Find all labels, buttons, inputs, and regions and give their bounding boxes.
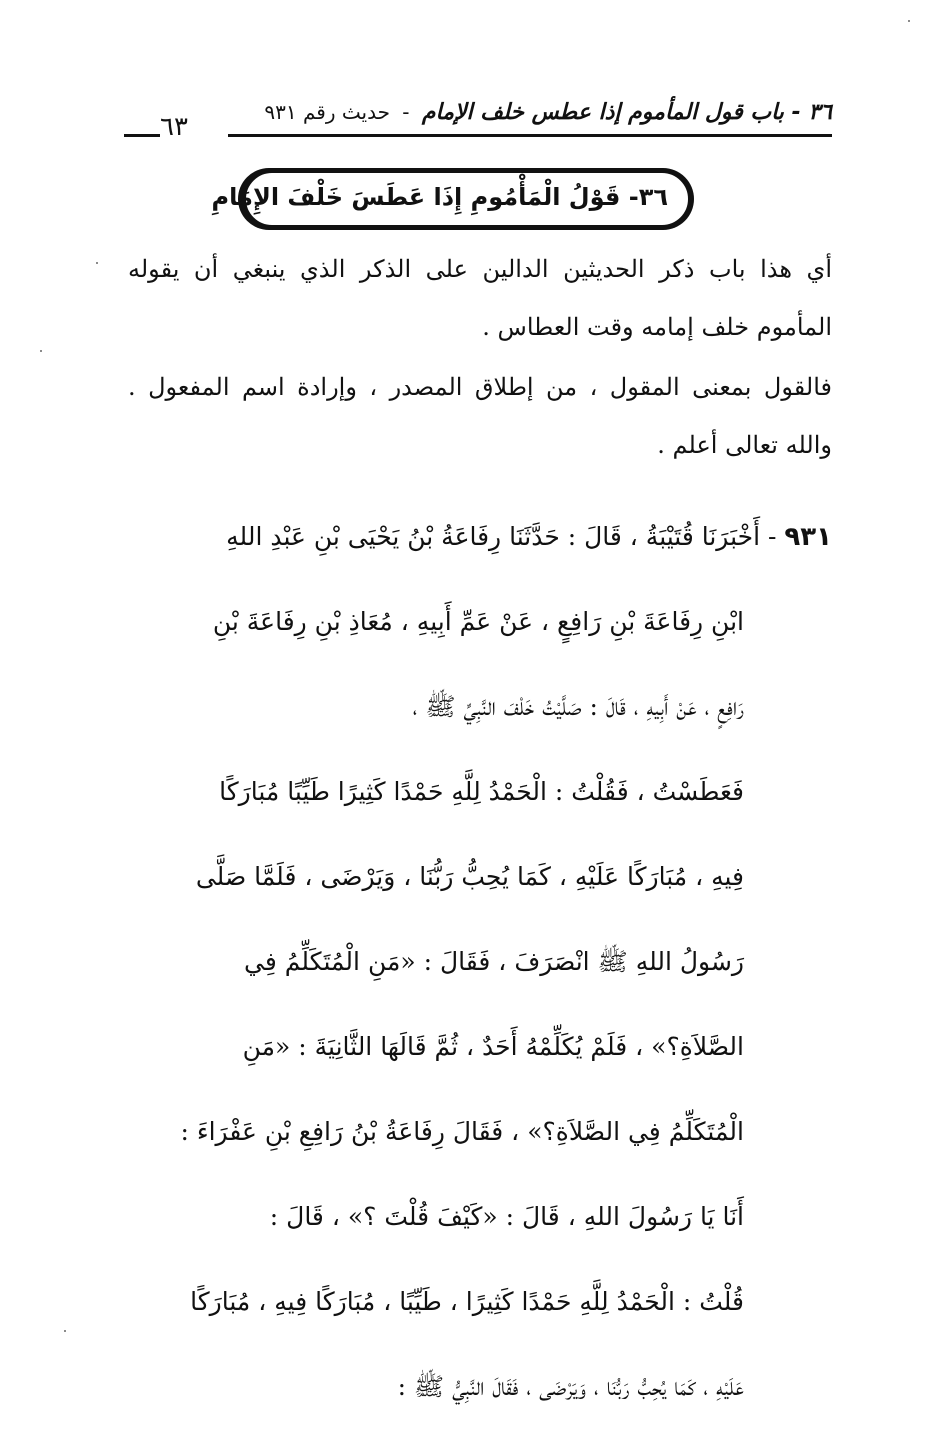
- hadith-line: [128, 494, 832, 579]
- hadith-line: فِيهِ ، مُبَارَكًا عَلَيْهِ ، كَمَا يُحِبُّ رَبُّنَا ، وَيَرْضَى ، فَلَمَّا صَلَّى: [195, 862, 744, 891]
- header-rule: [228, 134, 832, 137]
- running-chapter-title: ٣٦ - باب قول المأموم إذا عطس خلف الإمام: [421, 100, 832, 125]
- hadith-line: الصَّلاَةِ؟» ، فَلَمْ يُكَلِّمْهُ أَحَدٌ ، ثُمَّ قَالَهَا الثَّانِيَةَ : «مَنِ: [242, 1032, 744, 1061]
- hadith-number: ٩٣١: [784, 522, 832, 552]
- intro-paragraph: أي هذا باب ذكر الحديثين الدالين على الذكر الذي ينبغي أن يقوله المأموم خلف إمامه وقت العطاس .: [128, 255, 832, 341]
- meaning-paragraph: فالقول بمعنى المقول ، من إطلاق المصدر ، وإرادة اسم المفعول . والله تعالى أعلم .: [128, 373, 833, 459]
- running-title: [264, 100, 832, 125]
- hadith-line: ابْنِ رِفَاعَةَ بْنِ رَافِعٍ ، عَنْ عَمِّ أَبِيهِ ، مُعَاذِ بْنِ رِفَاعَةَ بْنِ: [212, 607, 744, 636]
- hadith-line: فَعَطَسْتُ ، فَقُلْتُ : الْحَمْدُ لِلَّهِ حَمْدًا كَثِيرًا طَيِّبًا مُبَارَكًا: [219, 777, 744, 806]
- hadith-line: عَلَيْهِ ، كَمَا يُحِبُّ رَبُّنَا ، وَيَرْضَى ، فَقَالَ النَّبِيُّ ﷺ :: [397, 1372, 744, 1401]
- hadith-line: قُلْتُ : الْحَمْدُ لِلَّهِ حَمْدًا كَثِيرًا ، طَيِّبًا ، مُبَارَكًا فِيهِ ، مُبَارَكًا: [190, 1287, 744, 1316]
- hadith-line: أَنَا يَا رَسُولَ اللهِ ، قَالَ : «كَيْفَ قُلْتَ ؟» ، قَالَ :: [269, 1202, 744, 1231]
- chapter-box-frame: [211, 171, 690, 227]
- scan-speck: [908, 20, 910, 22]
- hadith-line: الْمُتَكَلِّمُ فِي الصَّلاَةِ؟» ، فَقَالَ رِفَاعَةُ بْنُ رَافِعِ بْنِ عَفْرَاءَ :: [180, 1117, 744, 1146]
- hadith-line: رَسُولُ اللهِ ﷺ انْصَرَفَ ، فَقَالَ : «مَنِ الْمُتَكَلِّمُ فِي: [243, 947, 744, 976]
- chapter-heading: ٣٦- قَوْلُ الْمَأْمُومِ إِذَا عَطَسَ خَلْفَ الإِمَامِ: [211, 183, 668, 211]
- running-hadith-ref: حديث رقم ٩٣١: [264, 100, 390, 124]
- hadith-text: [128, 494, 832, 1429]
- scan-speck: [64, 1330, 66, 1332]
- page-number: ٦٣: [160, 112, 188, 142]
- hadith-line: رَافِعٍ ، عَنْ أَبِيهِ ، قَالَ : صَلَّيْتُ خَلْفَ النَّبِيِّ ﷺ ،: [412, 692, 744, 721]
- running-header: [120, 100, 832, 140]
- hadith-line-text: - أَخْبَرَنَا قُتَيْبَةُ ، قَالَ : حَدَّثَنَا رِفَاعَةُ بْنُ يَحْيَى بْنِ عَبْدِ اللهِ: [226, 522, 777, 551]
- running-title-separator: -: [402, 100, 410, 124]
- chapter-heading-box: [211, 168, 698, 234]
- page-number-rule: [124, 134, 160, 137]
- scan-speck: [40, 350, 42, 352]
- scan-speck: [96, 262, 98, 264]
